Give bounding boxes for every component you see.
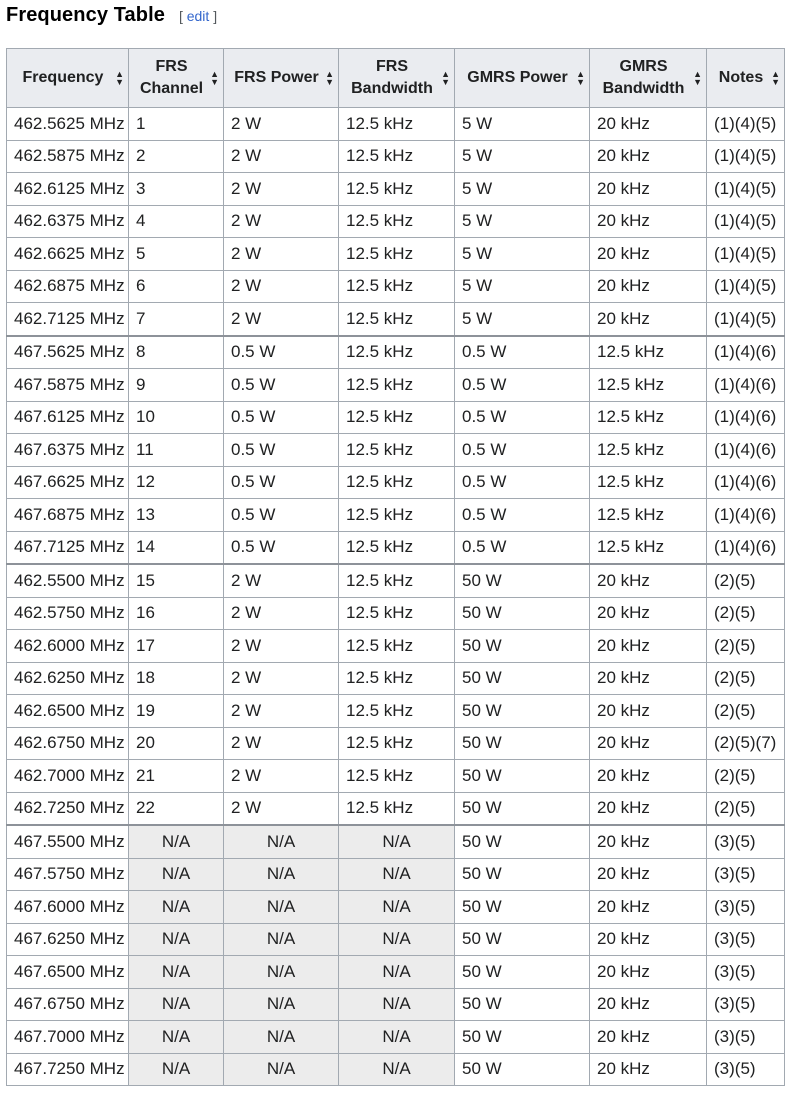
table-row [7, 923, 785, 956]
cell-frs-bandwidth: 12.5 kHz [339, 140, 455, 173]
cell-frs-power: 2 W [224, 695, 339, 728]
cell-frs-power: 2 W [224, 303, 339, 336]
cell-frs-power: 2 W [224, 238, 339, 271]
column-header-gmrs-power[interactable] [455, 49, 590, 108]
cell-frs-power: 2 W [224, 270, 339, 303]
cell-notes: (2)(5) [707, 597, 785, 630]
cell-frs-bandwidth: 12.5 kHz [339, 597, 455, 630]
table-row [7, 891, 785, 924]
cell-frs-bandwidth: 12.5 kHz [339, 173, 455, 206]
cell-notes: (2)(5) [707, 630, 785, 663]
cell-frs-bandwidth: N/A [339, 858, 455, 891]
cell-frs-power: 2 W [224, 564, 339, 597]
cell-frs-bandwidth: N/A [339, 825, 455, 858]
cell-notes: (1)(4)(5) [707, 270, 785, 303]
cell-frs-channel: N/A [129, 1021, 224, 1054]
cell-gmrs-power: 5 W [455, 205, 590, 238]
cell-frs-bandwidth: N/A [339, 1053, 455, 1086]
cell-gmrs-bandwidth: 20 kHz [590, 1021, 707, 1054]
cell-gmrs-bandwidth: 20 kHz [590, 205, 707, 238]
cell-frequency: 462.7250 MHz [7, 792, 129, 825]
cell-frs-bandwidth: 12.5 kHz [339, 499, 455, 532]
cell-frs-power: 2 W [224, 662, 339, 695]
cell-frs-bandwidth: 12.5 kHz [339, 303, 455, 336]
cell-frequency: 467.5875 MHz [7, 369, 129, 402]
cell-notes: (3)(5) [707, 1053, 785, 1086]
cell-frs-channel: 5 [129, 238, 224, 271]
cell-gmrs-bandwidth: 12.5 kHz [590, 466, 707, 499]
table-row [7, 466, 785, 499]
cell-gmrs-bandwidth: 12.5 kHz [590, 531, 707, 564]
cell-frs-bandwidth: 12.5 kHz [339, 401, 455, 434]
cell-gmrs-bandwidth: 12.5 kHz [590, 499, 707, 532]
cell-frs-channel: N/A [129, 988, 224, 1021]
cell-frequency: 462.7000 MHz [7, 760, 129, 793]
cell-notes: (2)(5) [707, 564, 785, 597]
cell-frs-bandwidth: 12.5 kHz [339, 727, 455, 760]
edit-bracket-close: ] [213, 8, 218, 24]
cell-gmrs-power: 50 W [455, 1021, 590, 1054]
cell-frequency: 462.5750 MHz [7, 597, 129, 630]
cell-frs-power: 2 W [224, 792, 339, 825]
cell-notes: (3)(5) [707, 956, 785, 989]
cell-gmrs-bandwidth: 20 kHz [590, 891, 707, 924]
cell-gmrs-bandwidth: 20 kHz [590, 564, 707, 597]
cell-frs-power: 0.5 W [224, 434, 339, 467]
cell-frequency: 467.6500 MHz [7, 956, 129, 989]
cell-gmrs-bandwidth: 20 kHz [590, 662, 707, 695]
column-header-label: Notes [718, 69, 764, 86]
column-header-label: Bandwidth [602, 80, 685, 97]
cell-frs-channel: 20 [129, 727, 224, 760]
sort-up-down-icon[interactable]: ▲ ▼ [576, 69, 585, 87]
cell-frs-channel: 21 [129, 760, 224, 793]
cell-notes: (1)(4)(5) [707, 238, 785, 271]
cell-gmrs-bandwidth: 20 kHz [590, 630, 707, 663]
cell-gmrs-power: 0.5 W [455, 499, 590, 532]
cell-notes: (1)(4)(6) [707, 531, 785, 564]
cell-gmrs-power: 50 W [455, 891, 590, 924]
cell-frequency: 467.5500 MHz [7, 825, 129, 858]
cell-notes: (3)(5) [707, 988, 785, 1021]
table-row [7, 205, 785, 238]
cell-frequency: 467.6750 MHz [7, 988, 129, 1021]
cell-gmrs-power: 50 W [455, 727, 590, 760]
cell-frs-bandwidth: 12.5 kHz [339, 531, 455, 564]
table-row [7, 238, 785, 271]
cell-frs-power: 2 W [224, 173, 339, 206]
cell-gmrs-power: 50 W [455, 988, 590, 1021]
cell-gmrs-power: 50 W [455, 564, 590, 597]
cell-gmrs-power: 50 W [455, 597, 590, 630]
cell-notes: (2)(5) [707, 695, 785, 728]
cell-frequency: 467.7125 MHz [7, 531, 129, 564]
table-row [7, 695, 785, 728]
cell-gmrs-power: 50 W [455, 760, 590, 793]
cell-frs-channel: 8 [129, 336, 224, 369]
cell-frs-power: N/A [224, 1021, 339, 1054]
cell-gmrs-power: 5 W [455, 173, 590, 206]
cell-frs-bandwidth: 12.5 kHz [339, 238, 455, 271]
cell-frs-bandwidth: 12.5 kHz [339, 466, 455, 499]
table-row [7, 140, 785, 173]
cell-gmrs-power: 0.5 W [455, 434, 590, 467]
cell-frequency: 462.7125 MHz [7, 303, 129, 336]
cell-frs-bandwidth: 12.5 kHz [339, 564, 455, 597]
cell-gmrs-power: 5 W [455, 140, 590, 173]
cell-gmrs-power: 0.5 W [455, 466, 590, 499]
cell-frs-power: 2 W [224, 597, 339, 630]
cell-gmrs-bandwidth: 20 kHz [590, 270, 707, 303]
table-row [7, 727, 785, 760]
cell-frs-channel: 4 [129, 205, 224, 238]
column-header-label: Bandwidth [351, 80, 433, 97]
cell-gmrs-bandwidth: 12.5 kHz [590, 369, 707, 402]
cell-notes: (2)(5) [707, 792, 785, 825]
cell-frs-bandwidth: 12.5 kHz [339, 108, 455, 141]
cell-frequency: 462.6250 MHz [7, 662, 129, 695]
cell-gmrs-power: 50 W [455, 695, 590, 728]
cell-frs-channel: 6 [129, 270, 224, 303]
cell-notes: (2)(5) [707, 760, 785, 793]
cell-frs-power: N/A [224, 988, 339, 1021]
cell-frequency: 467.6000 MHz [7, 891, 129, 924]
cell-frs-channel: 3 [129, 173, 224, 206]
cell-frs-bandwidth: 12.5 kHz [339, 369, 455, 402]
cell-gmrs-bandwidth: 20 kHz [590, 792, 707, 825]
cell-frequency: 467.6875 MHz [7, 499, 129, 532]
cell-gmrs-power: 50 W [455, 792, 590, 825]
section-title: Frequency Table [6, 4, 165, 26]
cell-notes: (2)(5) [707, 662, 785, 695]
cell-notes: (1)(4)(6) [707, 401, 785, 434]
column-header-frequency[interactable] [7, 49, 129, 108]
cell-frs-bandwidth: 12.5 kHz [339, 662, 455, 695]
column-header-label: GMRS Power [467, 69, 568, 86]
cell-frs-power: 2 W [224, 630, 339, 663]
cell-notes: (3)(5) [707, 825, 785, 858]
cell-gmrs-bandwidth: 20 kHz [590, 303, 707, 336]
cell-frs-channel: N/A [129, 923, 224, 956]
cell-frs-channel: 15 [129, 564, 224, 597]
column-header-label: FRS Power [234, 69, 319, 86]
header-row [7, 49, 785, 108]
cell-frs-bandwidth: 12.5 kHz [339, 270, 455, 303]
cell-frs-power: N/A [224, 825, 339, 858]
cell-frequency: 467.6250 MHz [7, 923, 129, 956]
cell-frs-power: 0.5 W [224, 369, 339, 402]
table-row [7, 988, 785, 1021]
cell-frs-power: N/A [224, 858, 339, 891]
cell-frs-channel: N/A [129, 891, 224, 924]
cell-frequency: 467.5625 MHz [7, 336, 129, 369]
cell-gmrs-bandwidth: 20 kHz [590, 825, 707, 858]
cell-gmrs-power: 0.5 W [455, 336, 590, 369]
cell-notes: (1)(4)(5) [707, 205, 785, 238]
column-header-label: FRS [376, 58, 408, 75]
cell-gmrs-bandwidth: 20 kHz [590, 1053, 707, 1086]
cell-frs-power: 2 W [224, 108, 339, 141]
cell-frs-bandwidth: 12.5 kHz [339, 336, 455, 369]
cell-frs-channel: 11 [129, 434, 224, 467]
table-row [7, 108, 785, 141]
cell-gmrs-power: 50 W [455, 825, 590, 858]
cell-frs-channel: N/A [129, 956, 224, 989]
cell-frs-power: 2 W [224, 140, 339, 173]
cell-notes: (2)(5)(7) [707, 727, 785, 760]
cell-gmrs-power: 5 W [455, 270, 590, 303]
column-header-label: GMRS [619, 58, 668, 75]
cell-gmrs-bandwidth: 12.5 kHz [590, 336, 707, 369]
cell-gmrs-bandwidth: 20 kHz [590, 760, 707, 793]
table-row [7, 336, 785, 369]
cell-gmrs-power: 5 W [455, 108, 590, 141]
cell-gmrs-power: 50 W [455, 1053, 590, 1086]
cell-notes: (1)(4)(6) [707, 434, 785, 467]
cell-frs-power: 2 W [224, 727, 339, 760]
section-heading [6, 4, 217, 34]
cell-notes: (3)(5) [707, 1021, 785, 1054]
cell-gmrs-bandwidth: 20 kHz [590, 108, 707, 141]
edit-bracket-open: [ [178, 8, 183, 24]
cell-frs-channel: 17 [129, 630, 224, 663]
cell-notes: (1)(4)(5) [707, 140, 785, 173]
cell-notes: (1)(4)(5) [707, 108, 785, 141]
cell-frs-channel: 19 [129, 695, 224, 728]
cell-notes: (3)(5) [707, 923, 785, 956]
sort-up-down-icon[interactable]: ▲ ▼ [693, 69, 702, 87]
cell-gmrs-power: 0.5 W [455, 401, 590, 434]
cell-frs-channel: 1 [129, 108, 224, 141]
sort-up-down-icon[interactable]: ▲ ▼ [771, 69, 780, 87]
cell-gmrs-bandwidth: 20 kHz [590, 695, 707, 728]
table-row [7, 597, 785, 630]
cell-frs-power: 2 W [224, 205, 339, 238]
cell-frs-channel: 7 [129, 303, 224, 336]
cell-frs-bandwidth: 12.5 kHz [339, 792, 455, 825]
cell-frs-channel: 2 [129, 140, 224, 173]
cell-frs-power: N/A [224, 956, 339, 989]
cell-frs-bandwidth: 12.5 kHz [339, 434, 455, 467]
cell-frs-power: 0.5 W [224, 401, 339, 434]
cell-gmrs-bandwidth: 20 kHz [590, 727, 707, 760]
cell-frequency: 462.6500 MHz [7, 695, 129, 728]
cell-notes: (1)(4)(6) [707, 466, 785, 499]
cell-gmrs-bandwidth: 20 kHz [590, 858, 707, 891]
cell-notes: (1)(4)(5) [707, 173, 785, 206]
sort-up-down-icon[interactable]: ▲ ▼ [441, 69, 450, 87]
cell-notes: (1)(4)(6) [707, 336, 785, 369]
cell-gmrs-power: 50 W [455, 956, 590, 989]
table-row [7, 858, 785, 891]
cell-frs-bandwidth: 12.5 kHz [339, 205, 455, 238]
cell-frs-bandwidth: N/A [339, 1021, 455, 1054]
table-row [7, 564, 785, 597]
sort-up-down-icon[interactable]: ▲ ▼ [210, 69, 219, 87]
cell-frequency: 467.7000 MHz [7, 1021, 129, 1054]
cell-frs-bandwidth: N/A [339, 891, 455, 924]
cell-gmrs-bandwidth: 12.5 kHz [590, 401, 707, 434]
cell-gmrs-bandwidth: 20 kHz [590, 956, 707, 989]
edit-link[interactable]: edit [186, 8, 210, 24]
cell-notes: (3)(5) [707, 858, 785, 891]
cell-gmrs-bandwidth: 12.5 kHz [590, 434, 707, 467]
cell-notes: (1)(4)(6) [707, 369, 785, 402]
cell-frs-channel: N/A [129, 858, 224, 891]
cell-gmrs-power: 50 W [455, 923, 590, 956]
cell-frs-bandwidth: 12.5 kHz [339, 760, 455, 793]
cell-frequency: 462.6750 MHz [7, 727, 129, 760]
cell-gmrs-power: 50 W [455, 858, 590, 891]
cell-frequency: 467.6125 MHz [7, 401, 129, 434]
cell-notes: (3)(5) [707, 891, 785, 924]
cell-frs-power: 0.5 W [224, 466, 339, 499]
sort-up-down-icon[interactable]: ▲ ▼ [115, 69, 124, 87]
cell-frs-power: 0.5 W [224, 531, 339, 564]
cell-frs-power: N/A [224, 1053, 339, 1086]
cell-frequency: 462.5625 MHz [7, 108, 129, 141]
edit-section [179, 8, 217, 24]
cell-frs-channel: 13 [129, 499, 224, 532]
cell-frequency: 462.6125 MHz [7, 173, 129, 206]
cell-frequency: 462.5875 MHz [7, 140, 129, 173]
cell-gmrs-bandwidth: 20 kHz [590, 238, 707, 271]
column-header-notes[interactable] [707, 49, 785, 108]
cell-frs-power: 0.5 W [224, 499, 339, 532]
table-row [7, 173, 785, 206]
cell-frs-bandwidth: 12.5 kHz [339, 630, 455, 663]
cell-frequency: 462.6625 MHz [7, 238, 129, 271]
cell-frs-channel: 16 [129, 597, 224, 630]
cell-frs-power: 0.5 W [224, 336, 339, 369]
cell-gmrs-bandwidth: 20 kHz [590, 988, 707, 1021]
table-row [7, 1021, 785, 1054]
column-header-label: Channel [139, 80, 204, 97]
table-row [7, 303, 785, 336]
cell-gmrs-bandwidth: 20 kHz [590, 923, 707, 956]
cell-frequency: 462.5500 MHz [7, 564, 129, 597]
column-header-label: Frequency [22, 69, 104, 86]
cell-frs-power: N/A [224, 923, 339, 956]
frequency-table-wrapper [6, 48, 785, 1086]
column-header-label: FRS [155, 58, 188, 75]
cell-frs-channel: 10 [129, 401, 224, 434]
table-row [7, 1053, 785, 1086]
cell-gmrs-power: 50 W [455, 630, 590, 663]
table-row [7, 270, 785, 303]
table-row [7, 825, 785, 858]
table-row [7, 401, 785, 434]
cell-frequency: 467.7250 MHz [7, 1053, 129, 1086]
cell-frs-bandwidth: N/A [339, 923, 455, 956]
cell-gmrs-bandwidth: 20 kHz [590, 173, 707, 206]
table-row [7, 760, 785, 793]
cell-frs-channel: 9 [129, 369, 224, 402]
cell-gmrs-power: 5 W [455, 238, 590, 271]
cell-frs-channel: N/A [129, 1053, 224, 1086]
table-row [7, 531, 785, 564]
cell-frequency: 462.6375 MHz [7, 205, 129, 238]
cell-frs-bandwidth: N/A [339, 988, 455, 1021]
cell-gmrs-power: 0.5 W [455, 369, 590, 402]
cell-gmrs-power: 50 W [455, 662, 590, 695]
cell-gmrs-bandwidth: 20 kHz [590, 140, 707, 173]
cell-frequency: 467.5750 MHz [7, 858, 129, 891]
cell-frequency: 467.6375 MHz [7, 434, 129, 467]
cell-notes: (1)(4)(6) [707, 499, 785, 532]
table-row [7, 434, 785, 467]
table-row [7, 630, 785, 663]
cell-frs-channel: 14 [129, 531, 224, 564]
table-row [7, 369, 785, 402]
cell-frs-bandwidth: 12.5 kHz [339, 695, 455, 728]
column-header-frs-bandwidth[interactable] [339, 49, 455, 108]
table-row [7, 499, 785, 532]
sort-up-down-icon[interactable]: ▲ ▼ [325, 69, 334, 87]
cell-gmrs-power: 0.5 W [455, 531, 590, 564]
cell-frs-channel: 12 [129, 466, 224, 499]
cell-frequency: 467.6625 MHz [7, 466, 129, 499]
column-header-gmrs-bandwidth[interactable] [590, 49, 707, 108]
table-row [7, 792, 785, 825]
frequency-table [6, 48, 785, 1086]
cell-notes: (1)(4)(5) [707, 303, 785, 336]
cell-gmrs-power: 5 W [455, 303, 590, 336]
cell-gmrs-bandwidth: 20 kHz [590, 597, 707, 630]
cell-frequency: 462.6875 MHz [7, 270, 129, 303]
cell-frequency: 462.6000 MHz [7, 630, 129, 663]
table-body [7, 108, 785, 1086]
cell-frs-channel: 22 [129, 792, 224, 825]
table-row [7, 956, 785, 989]
cell-frs-power: N/A [224, 891, 339, 924]
cell-frs-power: 2 W [224, 760, 339, 793]
column-header-frs-channel[interactable] [129, 49, 224, 108]
table-row [7, 662, 785, 695]
cell-frs-channel: 18 [129, 662, 224, 695]
cell-frs-bandwidth: N/A [339, 956, 455, 989]
cell-frs-channel: N/A [129, 825, 224, 858]
column-header-frs-power[interactable] [224, 49, 339, 108]
